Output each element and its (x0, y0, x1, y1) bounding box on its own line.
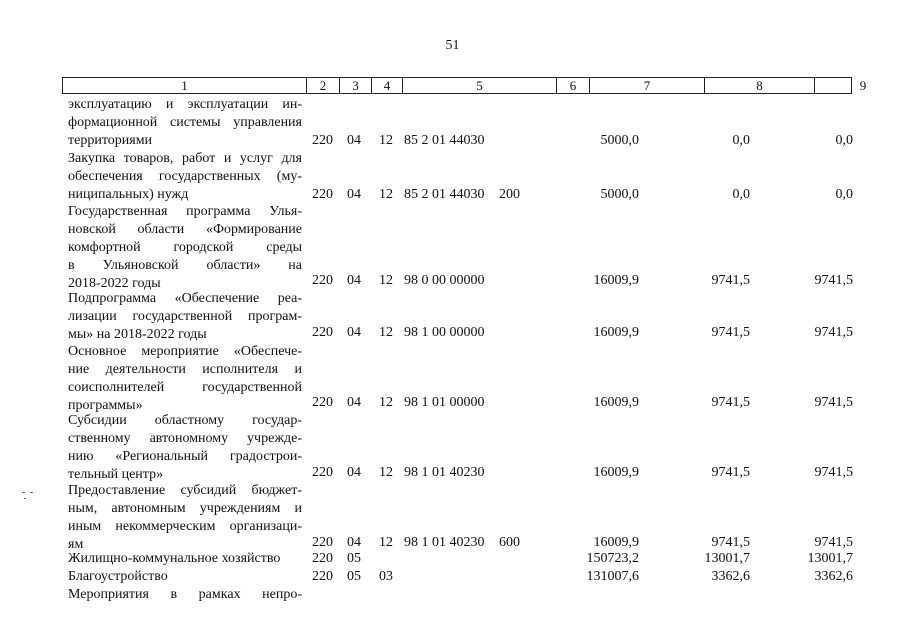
cell-code: 220 (312, 325, 333, 340)
row-name-line: 2018-2022 годы (68, 276, 161, 291)
cell-section: 04 (347, 187, 361, 202)
row-name-line: лизации государственной програм- (68, 309, 302, 324)
row-name-line: Основное мероприятие «Обеспече- (68, 344, 302, 359)
cell-amount-7: 5000,0 (600, 133, 639, 148)
scan-speck (22, 492, 25, 493)
row-name (68, 482, 302, 554)
cell-amount-8: 9741,5 (711, 325, 750, 340)
row-name-line: нию «Региональный градострои- (68, 449, 302, 464)
cell-subsection: 12 (379, 133, 393, 148)
row-name-line: мы» на 2018-2022 годы (68, 327, 207, 342)
cell-code: 220 (312, 133, 333, 148)
row-name (68, 96, 302, 150)
row-name (68, 586, 302, 604)
cell-amount-8: 9741,5 (711, 395, 750, 410)
row-name (68, 550, 302, 568)
cell-section: 04 (347, 465, 361, 480)
cell-target: 85 2 01 44030 (404, 187, 485, 202)
cell-subsection: 12 (379, 535, 393, 550)
cell-type: 600 (499, 535, 520, 550)
cell-amount-9: 9741,5 (814, 325, 853, 340)
row-name (68, 150, 302, 204)
cell-type: 200 (499, 187, 520, 202)
cell-amount-8: 3362,6 (711, 569, 750, 584)
row-name-line: обеспечения государственных (му- (68, 169, 302, 184)
cell-amount-7: 150723,2 (586, 551, 639, 566)
row-name-line: Мероприятия в рамках непро- (68, 587, 302, 602)
row-name-line: Государственная программа Улья- (68, 204, 302, 219)
cell-code: 220 (312, 395, 333, 410)
cell-amount-7: 16009,9 (593, 273, 639, 288)
header-cell-1: 1 (181, 78, 188, 93)
cell-code: 220 (312, 569, 333, 584)
header-cell-5: 5 (402, 78, 556, 93)
header-cell-3: 3 (339, 78, 371, 93)
cell-amount-7: 16009,9 (593, 325, 639, 340)
cell-amount-9: 13001,7 (807, 551, 853, 566)
cell-amount-8: 0,0 (732, 187, 750, 202)
cell-amount-9: 0,0 (835, 187, 853, 202)
cell-subsection: 12 (379, 273, 393, 288)
row-name-line: соисполнителей государственной (68, 380, 302, 395)
row-name-line: комфортной городской среды (68, 240, 302, 255)
row-name-line: Закупка товаров, работ и услуг для (68, 151, 302, 166)
cell-subsection: 12 (379, 395, 393, 410)
cell-section: 05 (347, 551, 361, 566)
cell-code: 220 (312, 535, 333, 550)
row-name-line: ние деятельности исполнителя и (68, 362, 302, 377)
cell-subsection: 03 (379, 569, 393, 584)
row-name-line: новской области «Формирование (68, 222, 302, 237)
cell-amount-7: 16009,9 (593, 395, 639, 410)
cell-subsection: 12 (379, 325, 393, 340)
row-name-line: Подпрограмма «Обеспечение реа- (68, 291, 302, 306)
row-name-line: иным некоммерческим организаци- (68, 519, 302, 534)
header-cell-4: 4 (371, 78, 402, 93)
cell-section: 04 (347, 535, 361, 550)
cell-code: 220 (312, 551, 333, 566)
cell-amount-8: 0,0 (732, 133, 750, 148)
row-name-line: Жилищно-коммунальное хозяйство (68, 551, 281, 566)
cell-target: 98 1 00 00000 (404, 325, 485, 340)
cell-section: 04 (347, 395, 361, 410)
row-name-line: Предоставление субсидий бюджет- (68, 483, 302, 498)
scan-speck (24, 498, 26, 499)
cell-target: 98 1 01 00000 (404, 395, 485, 410)
row-name-line: территориями (68, 133, 153, 148)
header-cell-2: 2 (306, 78, 339, 93)
cell-subsection: 12 (379, 465, 393, 480)
cell-amount-9: 9741,5 (814, 535, 853, 550)
row-name-line: ниципальных) нужд (68, 187, 189, 202)
cell-section: 04 (347, 133, 361, 148)
row-name-line: ственному автономному учрежде- (68, 431, 302, 446)
header-cell-9: 9 (814, 78, 905, 93)
cell-amount-7: 5000,0 (600, 187, 639, 202)
row-name-line: Субсидии областному государ- (68, 413, 302, 428)
cell-amount-8: 9741,5 (711, 465, 750, 480)
cell-target: 98 0 00 00000 (404, 273, 485, 288)
row-name (68, 203, 302, 293)
cell-amount-7: 16009,9 (593, 535, 639, 550)
cell-target: 98 1 01 40230 (404, 465, 485, 480)
header-cell-8: 8 (704, 78, 814, 93)
page-number: 51 (445, 38, 460, 53)
cell-amount-9: 9741,5 (814, 465, 853, 480)
row-name (68, 290, 302, 344)
cell-subsection: 12 (379, 187, 393, 202)
row-name-line: тельный центр» (68, 467, 164, 482)
cell-amount-8: 9741,5 (711, 535, 750, 550)
cell-amount-7: 131007,6 (586, 569, 639, 584)
cell-amount-7: 16009,9 (593, 465, 639, 480)
row-name (68, 343, 302, 415)
cell-amount-9: 0,0 (835, 133, 853, 148)
table-header (62, 77, 867, 94)
header-cell-6: 6 (556, 78, 589, 93)
cell-section: 04 (347, 325, 361, 340)
row-name (68, 568, 302, 586)
cell-amount-9: 9741,5 (814, 273, 853, 288)
cell-code: 220 (312, 465, 333, 480)
header-cell-7: 7 (589, 78, 704, 93)
row-name-line: в Ульяновской области» на (68, 258, 302, 273)
cell-code: 220 (312, 187, 333, 202)
row-name-line: эксплуатацию и эксплуатации ин- (68, 97, 302, 112)
row-name-line: формационной системы управления (68, 115, 302, 130)
cell-section: 04 (347, 273, 361, 288)
row-name-line: программы» (68, 398, 143, 413)
cell-amount-9: 3362,6 (814, 569, 853, 584)
row-name-line: ным, автономным учреждениям и (68, 501, 302, 516)
cell-amount-8: 9741,5 (711, 273, 750, 288)
cell-target: 98 1 01 40230 (404, 535, 485, 550)
cell-amount-9: 9741,5 (814, 395, 853, 410)
row-name-line: ям (68, 537, 84, 552)
cell-section: 05 (347, 569, 361, 584)
row-name (68, 412, 302, 484)
cell-target: 85 2 01 44030 (404, 133, 485, 148)
row-name-line: Благоустройство (68, 569, 168, 584)
cell-amount-8: 13001,7 (704, 551, 750, 566)
scan-speck (30, 492, 33, 493)
cell-code: 220 (312, 273, 333, 288)
